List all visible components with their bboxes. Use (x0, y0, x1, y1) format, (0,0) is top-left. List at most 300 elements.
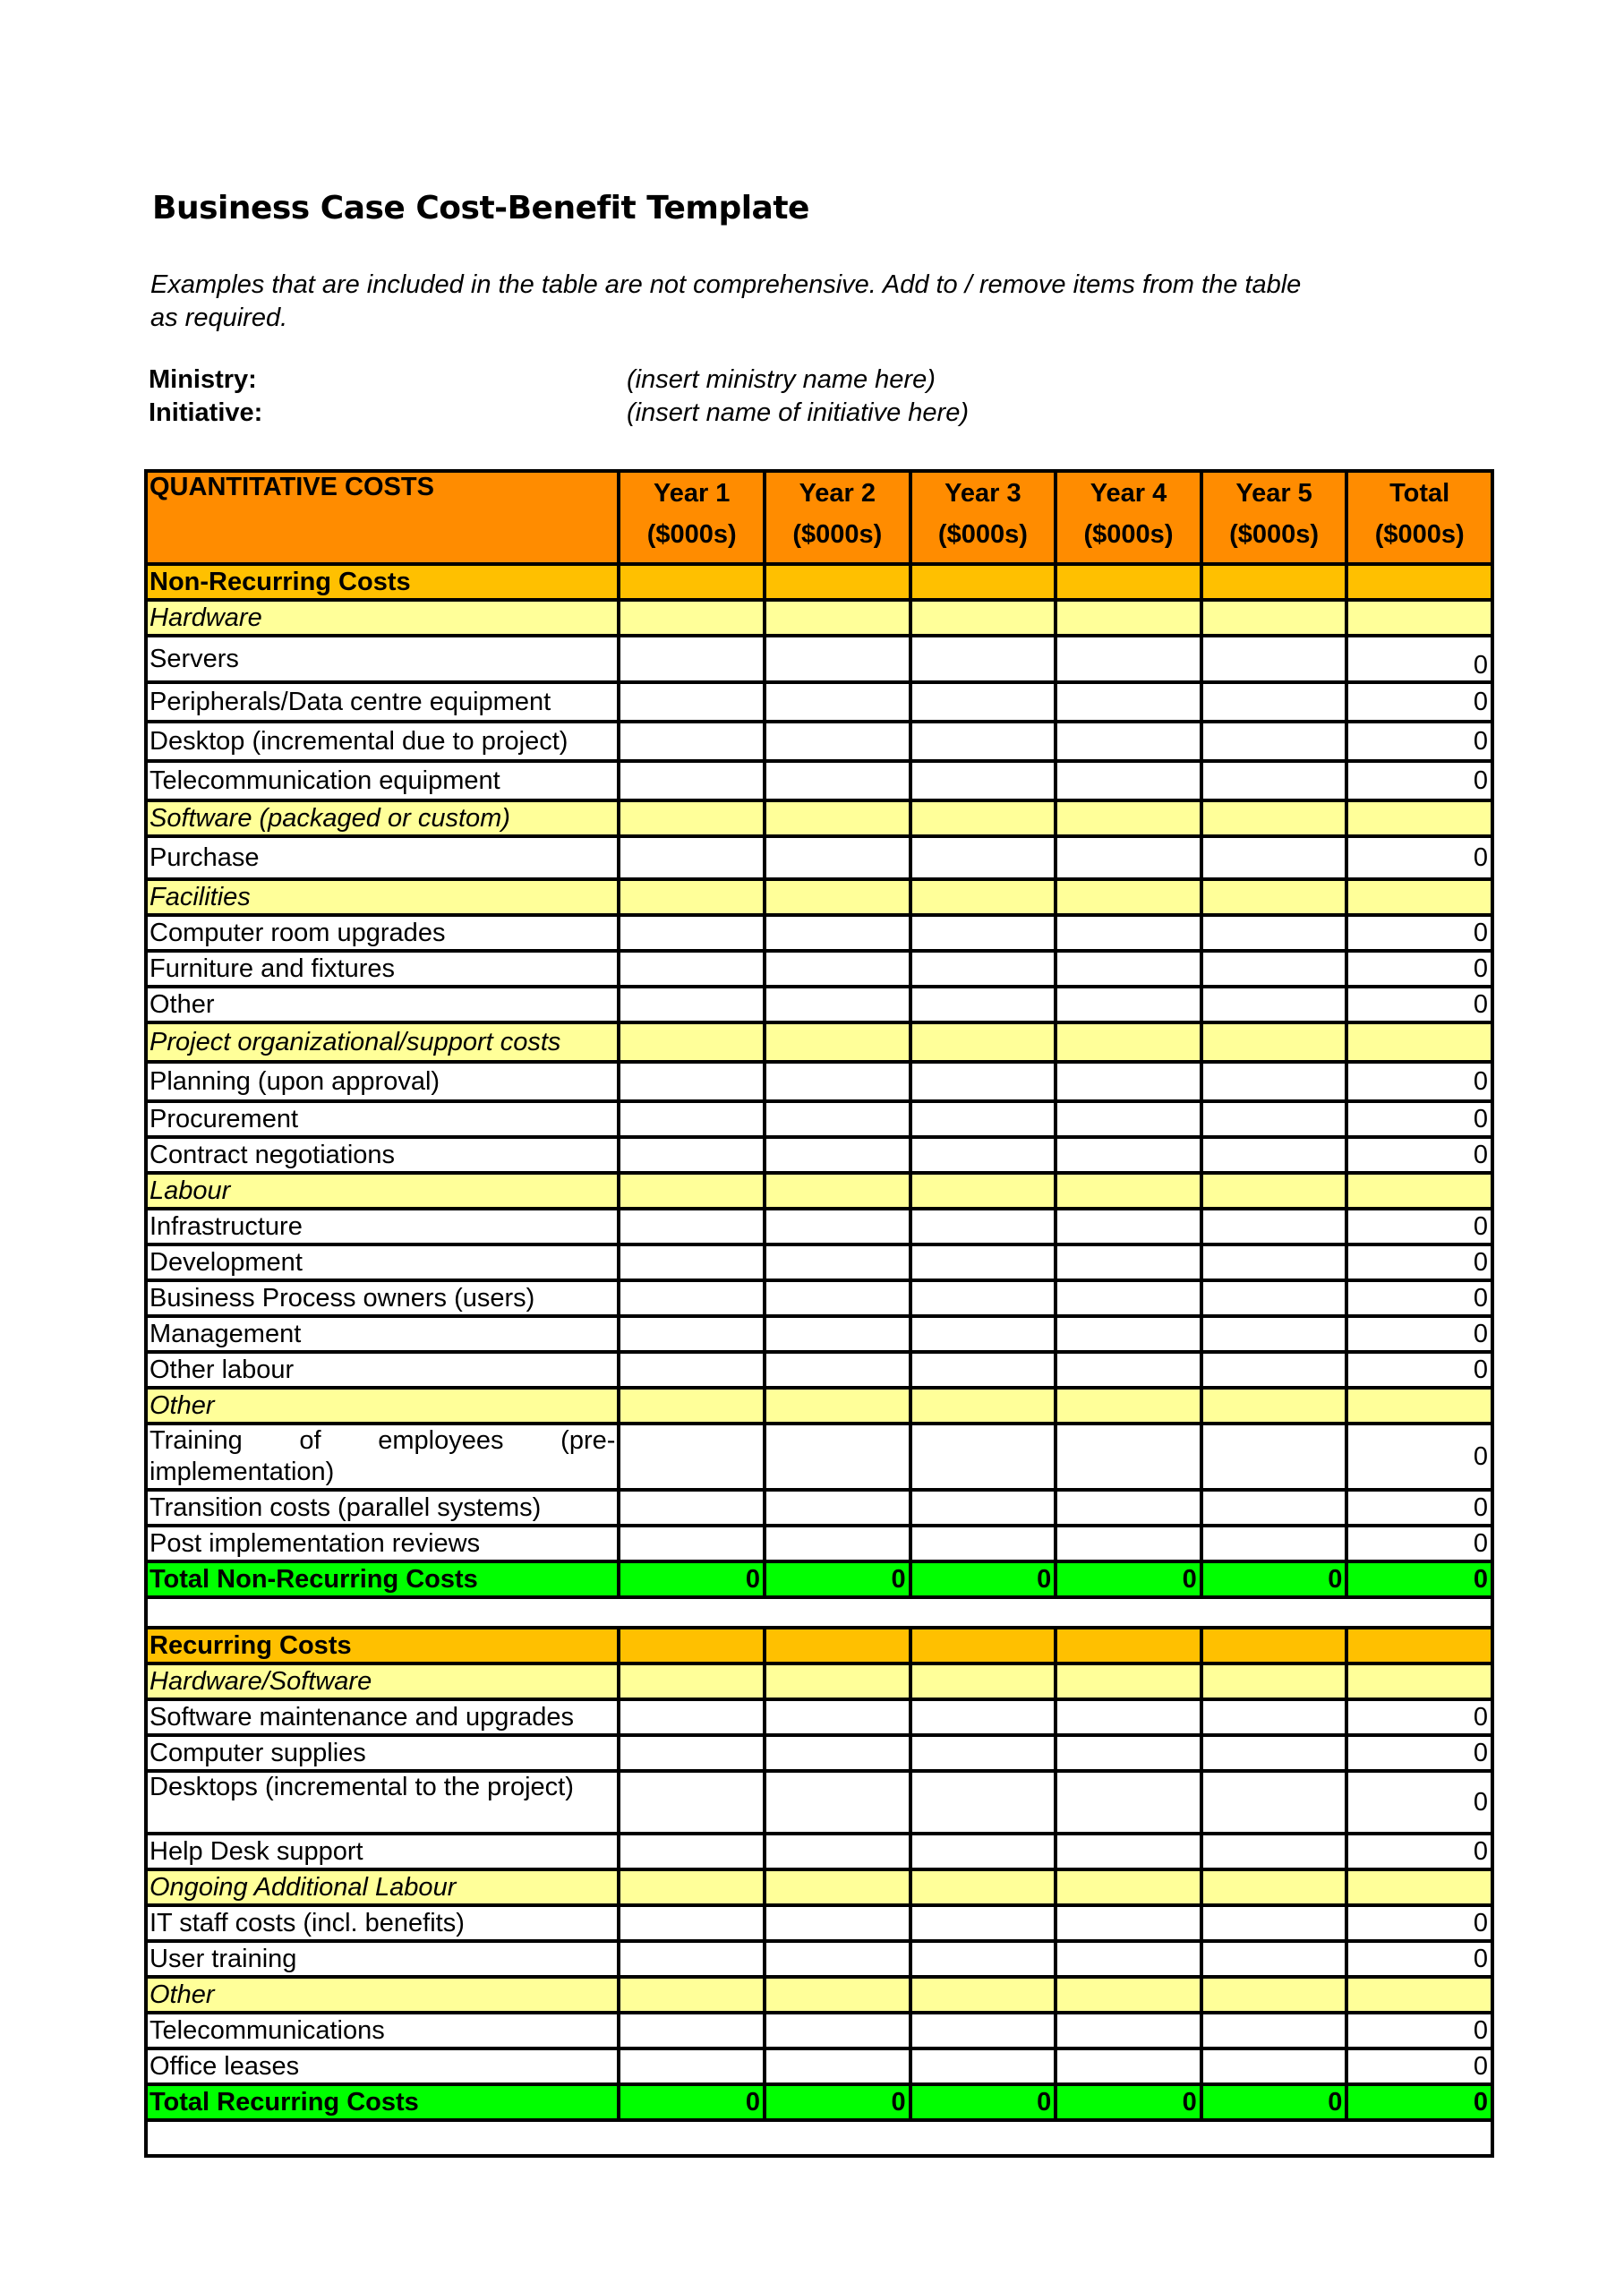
year-1-cell[interactable] (619, 1244, 765, 1280)
year-2-cell[interactable] (765, 1280, 910, 1316)
year-3-cell (910, 1022, 1056, 1062)
year-3-cell[interactable] (910, 951, 1056, 987)
year-5-cell[interactable] (1201, 636, 1347, 682)
year-1-cell[interactable] (619, 2048, 765, 2084)
year-2-cell[interactable] (765, 951, 910, 987)
year-3-cell[interactable] (910, 1424, 1056, 1490)
row-label[interactable]: Management (146, 1316, 619, 1352)
row-label[interactable]: Desktops (incremental to the project) (146, 1771, 619, 1834)
row-label[interactable]: Software maintenance and upgrades (146, 1699, 619, 1735)
year-1-cell (619, 1173, 765, 1209)
year-2-cell (765, 1173, 910, 1209)
year-1-cell[interactable] (619, 1699, 765, 1735)
cost-item-row (146, 722, 1492, 761)
header-year-1: Year 1 ($000s) (619, 471, 765, 564)
year-5-cell (1201, 1977, 1347, 2013)
year-4-cell[interactable] (1056, 1834, 1201, 1869)
year-4-cell (1056, 800, 1201, 836)
year-3-cell[interactable] (910, 761, 1056, 800)
year-3-cell[interactable] (910, 1526, 1056, 1561)
subcategory-row (146, 600, 1492, 636)
row-label[interactable]: Computer room upgrades (146, 915, 619, 951)
year-2-cell[interactable] (765, 761, 910, 800)
year-3-cell[interactable] (910, 1280, 1056, 1316)
subcategory-label: Other (146, 1388, 619, 1424)
year-2-cell[interactable] (765, 836, 910, 879)
row-label[interactable]: Development (146, 1244, 619, 1280)
year-2-cell (765, 1977, 910, 2013)
year-4-cell[interactable] (1056, 1490, 1201, 1526)
row-label[interactable]: Purchase (146, 836, 619, 879)
cost-item-row (146, 951, 1492, 987)
year-1-cell[interactable] (619, 1834, 765, 1869)
year-3-cell (910, 1977, 1056, 2013)
row-label[interactable]: Planning (upon approval) (146, 1062, 619, 1101)
year-4-cell[interactable] (1056, 915, 1201, 951)
year-2-cell: 0 (765, 1561, 910, 1597)
year-1-cell[interactable] (619, 987, 765, 1022)
total-cell (1346, 600, 1492, 636)
cost-item-row (146, 1244, 1492, 1280)
year-2-cell[interactable] (765, 1735, 910, 1771)
year-2-cell[interactable] (765, 1941, 910, 1977)
subcategory-label: Ongoing Additional Labour (146, 1869, 619, 1905)
year-4-cell[interactable] (1056, 1316, 1201, 1352)
cost-table (144, 469, 1494, 2158)
year-3-cell[interactable] (910, 1905, 1056, 1941)
year-5-cell[interactable] (1201, 1137, 1347, 1173)
year-3-cell[interactable] (910, 1490, 1056, 1526)
header-year-2: Year 2 ($000s) (765, 471, 910, 564)
year-1-cell[interactable] (619, 836, 765, 879)
year-4-cell[interactable] (1056, 636, 1201, 682)
header-quantitative-costs: QUANTITATIVE COSTS (146, 471, 619, 564)
cost-item-row (146, 1137, 1492, 1173)
year-5-cell[interactable] (1201, 1834, 1347, 1869)
total-cell (1346, 1628, 1492, 1663)
row-label[interactable]: Desktop (incremental due to project) (146, 722, 619, 761)
year-5-cell[interactable] (1201, 761, 1347, 800)
total-cell[interactable]: 0 (1346, 1490, 1492, 1526)
year-4-cell[interactable] (1056, 682, 1201, 722)
total-label: Total Non-Recurring Costs (146, 1561, 619, 1597)
total-cell[interactable]: 0 (1346, 1735, 1492, 1771)
year-4-cell[interactable] (1056, 951, 1201, 987)
year-5-cell[interactable] (1201, 722, 1347, 761)
cost-item-row (146, 836, 1492, 879)
row-label-word: (pre- (560, 1426, 616, 1455)
year-1-cell[interactable] (619, 915, 765, 951)
total-cell (1346, 564, 1492, 600)
year-5-cell[interactable] (1201, 682, 1347, 722)
total-cell[interactable]: 0 (1346, 2048, 1492, 2084)
year-3-cell (910, 879, 1056, 915)
cost-item-row (146, 682, 1492, 722)
year-1-cell[interactable] (619, 1771, 765, 1834)
total-cell[interactable]: 0 (1346, 1424, 1492, 1490)
subcategory-label: Hardware/Software (146, 1663, 619, 1699)
year-3-cell[interactable] (910, 1735, 1056, 1771)
ministry-label: Ministry: (149, 365, 257, 394)
year-2-cell[interactable] (765, 1490, 910, 1526)
row-label[interactable]: Furniture and fixtures (146, 951, 619, 987)
year-4-cell (1056, 1628, 1201, 1663)
year-4-cell[interactable] (1056, 1905, 1201, 1941)
total-cell[interactable]: 0 (1346, 682, 1492, 722)
year-2-cell[interactable] (765, 1834, 910, 1869)
row-label[interactable]: Other (146, 987, 619, 1022)
total-cell[interactable]: 0 (1346, 1352, 1492, 1388)
year-5-cell[interactable] (1201, 987, 1347, 1022)
year-1-cell[interactable] (619, 1209, 765, 1244)
row-label[interactable]: Contract negotiations (146, 1137, 619, 1173)
year-4-cell[interactable] (1056, 1941, 1201, 1977)
year-5-cell[interactable] (1201, 1941, 1347, 1977)
year-3-cell[interactable] (910, 915, 1056, 951)
year-3-cell (910, 1869, 1056, 1905)
total-cell[interactable]: 0 (1346, 836, 1492, 879)
total-cell (1346, 1173, 1492, 1209)
year-4-cell[interactable] (1056, 836, 1201, 879)
subcategory-row (146, 1869, 1492, 1905)
year-1-cell[interactable] (619, 951, 765, 987)
row-label-word: employees (378, 1426, 504, 1455)
year-4-cell[interactable] (1056, 1101, 1201, 1137)
subcategory-row (146, 879, 1492, 915)
year-3-cell[interactable] (910, 1101, 1056, 1137)
year-1-cell (619, 1022, 765, 1062)
row-label[interactable]: Servers (146, 636, 619, 682)
year-1-cell[interactable] (619, 1062, 765, 1101)
section-row (146, 1628, 1492, 1663)
year-4-cell[interactable] (1056, 722, 1201, 761)
year-5-cell[interactable] (1201, 1905, 1347, 1941)
year-2-cell[interactable] (765, 722, 910, 761)
year-5-cell[interactable] (1201, 836, 1347, 879)
year-3-cell[interactable] (910, 1209, 1056, 1244)
year-1-cell[interactable] (619, 761, 765, 800)
subcategory-label: Facilities (146, 879, 619, 915)
year-2-cell[interactable] (765, 1424, 910, 1490)
subcategory-row (146, 1663, 1492, 1699)
year-1-cell[interactable] (619, 1352, 765, 1388)
year-5-cell[interactable] (1201, 1101, 1347, 1137)
row-label[interactable]: Procurement (146, 1101, 619, 1137)
cost-item-row (146, 2013, 1492, 2048)
year-4-cell (1056, 1173, 1201, 1209)
row-label[interactable]: User training (146, 1941, 619, 1977)
total-cell[interactable]: 0 (1346, 2013, 1492, 2048)
year-3-cell (910, 600, 1056, 636)
year-3-cell[interactable] (910, 722, 1056, 761)
year-4-cell[interactable] (1056, 1424, 1201, 1490)
year-2-cell[interactable] (765, 1137, 910, 1173)
row-label[interactable]: Telecommunication equipment (146, 761, 619, 800)
year-3-cell[interactable] (910, 1316, 1056, 1352)
year-4-cell[interactable] (1056, 1062, 1201, 1101)
cost-item-row (146, 1526, 1492, 1561)
cost-item-row (146, 1834, 1492, 1869)
cost-item-row (146, 1062, 1492, 1101)
year-3-cell[interactable] (910, 1062, 1056, 1101)
year-4-cell (1056, 1388, 1201, 1424)
total-cell: 0 (1346, 1561, 1492, 1597)
year-4-cell (1056, 879, 1201, 915)
year-2-cell (765, 1663, 910, 1699)
year-1-cell[interactable] (619, 1941, 765, 1977)
year-3-cell[interactable] (910, 1352, 1056, 1388)
year-5-cell[interactable] (1201, 1735, 1347, 1771)
year-1-cell (619, 1869, 765, 1905)
year-2-cell[interactable] (765, 1316, 910, 1352)
year-2-cell[interactable] (765, 1771, 910, 1834)
section-label: Recurring Costs (146, 1628, 619, 1663)
cost-item-row (146, 1771, 1492, 1834)
year-5-cell[interactable] (1201, 915, 1347, 951)
year-5-cell[interactable] (1201, 1244, 1347, 1280)
year-4-cell[interactable] (1056, 1526, 1201, 1561)
year-2-cell (765, 879, 910, 915)
year-3-cell (910, 1388, 1056, 1424)
year-4-cell[interactable] (1056, 1280, 1201, 1316)
year-4-cell[interactable] (1056, 1699, 1201, 1735)
year-3-cell[interactable] (910, 1771, 1056, 1834)
row-label[interactable]: Other labour (146, 1352, 619, 1388)
year-1-cell[interactable] (619, 1424, 765, 1490)
year-3-cell[interactable] (910, 836, 1056, 879)
row-label[interactable]: Infrastructure (146, 1209, 619, 1244)
year-1-cell (619, 1663, 765, 1699)
year-2-cell (765, 564, 910, 600)
initiative-value-field[interactable]: (insert name of initiative here) (627, 398, 969, 427)
total-cell[interactable]: 0 (1346, 1941, 1492, 1977)
total-cell[interactable]: 0 (1346, 761, 1492, 800)
year-1-cell[interactable] (619, 1526, 765, 1561)
year-4-cell[interactable] (1056, 2048, 1201, 2084)
subcategory-row (146, 1173, 1492, 1209)
year-2-cell[interactable] (765, 1101, 910, 1137)
row-label[interactable]: IT staff costs (incl. benefits) (146, 1905, 619, 1941)
year-2-cell[interactable] (765, 1699, 910, 1735)
year-1-cell[interactable] (619, 722, 765, 761)
year-5-cell: 0 (1201, 1561, 1347, 1597)
total-cell[interactable]: 0 (1346, 1526, 1492, 1561)
total-cell[interactable]: 0 (1346, 915, 1492, 951)
total-cell[interactable]: 0 (1346, 1209, 1492, 1244)
year-5-cell[interactable] (1201, 1352, 1347, 1388)
cost-item-row (146, 1352, 1492, 1388)
year-2-cell (765, 1388, 910, 1424)
total-cell[interactable]: 0 (1346, 1699, 1492, 1735)
row-label[interactable]: Computer supplies (146, 1735, 619, 1771)
header-total: Total ($000s) (1346, 471, 1492, 564)
year-3-cell[interactable] (910, 987, 1056, 1022)
cost-item-row (146, 636, 1492, 682)
total-cell (1346, 1663, 1492, 1699)
total-label: Total Recurring Costs (146, 2084, 619, 2120)
year-4-cell[interactable] (1056, 987, 1201, 1022)
total-cell[interactable]: 0 (1346, 1137, 1492, 1173)
total-cell[interactable]: 0 (1346, 1101, 1492, 1137)
year-2-cell[interactable] (765, 1244, 910, 1280)
year-2-cell (765, 1022, 910, 1062)
cost-item-row (146, 1280, 1492, 1316)
subcategory-label: Software (packaged or custom) (146, 800, 619, 836)
total-cell (1346, 1869, 1492, 1905)
year-4-cell[interactable] (1056, 761, 1201, 800)
year-5-cell (1201, 600, 1347, 636)
year-4-cell[interactable] (1056, 1771, 1201, 1834)
row-label[interactable]: Telecommunications (146, 2013, 619, 2048)
year-5-cell[interactable] (1201, 1490, 1347, 1526)
note-line-1: Examples that are included in the table are not comprehensive. Add to / remove items from the table (150, 270, 1302, 299)
year-5-cell[interactable] (1201, 1699, 1347, 1735)
total-cell[interactable]: 0 (1346, 722, 1492, 761)
year-3-cell[interactable] (910, 1941, 1056, 1977)
year-3-cell[interactable] (910, 2013, 1056, 2048)
year-2-cell[interactable] (765, 1209, 910, 1244)
section-row (146, 564, 1492, 600)
year-5-cell[interactable] (1201, 1209, 1347, 1244)
total-cell[interactable]: 0 (1346, 1280, 1492, 1316)
year-5-cell[interactable] (1201, 1316, 1347, 1352)
subcategory-row (146, 1022, 1492, 1062)
cost-item-row (146, 1101, 1492, 1137)
cost-item-row (146, 1490, 1492, 1526)
year-2-cell[interactable] (765, 2048, 910, 2084)
year-4-cell[interactable] (1056, 2013, 1201, 2048)
year-3-cell[interactable] (910, 1137, 1056, 1173)
year-2-cell (765, 800, 910, 836)
total-cell[interactable]: 0 (1346, 1771, 1492, 1834)
year-1-cell[interactable] (619, 1490, 765, 1526)
total-cell[interactable]: 0 (1346, 1316, 1492, 1352)
year-2-cell[interactable] (765, 1352, 910, 1388)
year-1-cell[interactable] (619, 1280, 765, 1316)
blank-row (146, 2120, 1492, 2156)
year-3-cell[interactable] (910, 1834, 1056, 1869)
total-cell[interactable]: 0 (1346, 951, 1492, 987)
cost-item-row (146, 987, 1492, 1022)
total-cell[interactable]: 0 (1346, 1834, 1492, 1869)
total-cell[interactable]: 0 (1346, 1244, 1492, 1280)
year-4-cell: 0 (1056, 1561, 1201, 1597)
row-label[interactable] (146, 1424, 619, 1490)
year-5-cell (1201, 1628, 1347, 1663)
year-2-cell: 0 (765, 2084, 910, 2120)
year-4-cell[interactable] (1056, 1244, 1201, 1280)
year-5-cell[interactable] (1201, 2048, 1347, 2084)
year-3-cell[interactable] (910, 2048, 1056, 2084)
year-4-cell[interactable] (1056, 1137, 1201, 1173)
row-label-word: of (299, 1426, 321, 1455)
total-cell (1346, 800, 1492, 836)
total-cell[interactable]: 0 (1346, 1062, 1492, 1101)
year-2-cell[interactable] (765, 636, 910, 682)
subcategory-label: Labour (146, 1173, 619, 1209)
row-label[interactable]: Business Process owners (users) (146, 1280, 619, 1316)
year-4-cell[interactable] (1056, 1352, 1201, 1388)
subcategory-label: Project organizational/support costs (146, 1022, 619, 1062)
year-1-cell[interactable] (619, 1905, 765, 1941)
year-2-cell[interactable] (765, 1062, 910, 1101)
year-4-cell[interactable] (1056, 1209, 1201, 1244)
row-label[interactable]: Office leases (146, 2048, 619, 2084)
total-cell[interactable]: 0 (1346, 636, 1492, 682)
year-4-cell (1056, 1022, 1201, 1062)
note-line-2: as required. (150, 304, 288, 332)
year-2-cell (765, 1869, 910, 1905)
header-year-4: Year 4 ($000s) (1056, 471, 1201, 564)
year-4-cell: 0 (1056, 2084, 1201, 2120)
row-label[interactable]: Peripherals/Data centre equipment (146, 682, 619, 722)
year-1-cell[interactable] (619, 636, 765, 682)
year-3-cell[interactable] (910, 682, 1056, 722)
row-label[interactable]: Post implementation reviews (146, 1526, 619, 1561)
row-label[interactable]: Help Desk support (146, 1834, 619, 1869)
year-5-cell[interactable] (1201, 1424, 1347, 1490)
year-5-cell[interactable] (1201, 1526, 1347, 1561)
total-cell[interactable]: 0 (1346, 987, 1492, 1022)
year-3-cell (910, 1663, 1056, 1699)
year-5-cell[interactable] (1201, 951, 1347, 987)
year-1-cell (619, 564, 765, 600)
year-5-cell[interactable] (1201, 1062, 1347, 1101)
header-year-5: Year 5 ($000s) (1201, 471, 1347, 564)
year-1-cell[interactable] (619, 682, 765, 722)
year-5-cell[interactable] (1201, 1280, 1347, 1316)
row-label[interactable]: Transition costs (parallel systems) (146, 1490, 619, 1526)
total-cell (1346, 1022, 1492, 1062)
year-2-cell[interactable] (765, 682, 910, 722)
year-1-cell[interactable] (619, 1101, 765, 1137)
cost-item-row (146, 1905, 1492, 1941)
year-5-cell (1201, 800, 1347, 836)
year-1-cell[interactable] (619, 1137, 765, 1173)
row-label-continued: implementation) (150, 1458, 335, 1486)
ministry-value-field[interactable]: (insert ministry name here) (627, 365, 936, 394)
subcategory-label: Other (146, 1977, 619, 2013)
year-3-cell: 0 (910, 1561, 1056, 1597)
year-2-cell[interactable] (765, 1905, 910, 1941)
blank-cell (146, 1597, 1492, 1628)
year-5-cell[interactable] (1201, 2013, 1347, 2048)
year-1-cell[interactable] (619, 1316, 765, 1352)
year-1-cell[interactable] (619, 1735, 765, 1771)
year-4-cell[interactable] (1056, 1735, 1201, 1771)
total-cell[interactable]: 0 (1346, 1905, 1492, 1941)
year-1-cell[interactable] (619, 2013, 765, 2048)
header-year-3: Year 3 ($000s) (910, 471, 1056, 564)
year-2-cell[interactable] (765, 915, 910, 951)
year-1-cell (619, 800, 765, 836)
cost-item-row (146, 1735, 1492, 1771)
year-3-cell[interactable] (910, 1699, 1056, 1735)
year-5-cell (1201, 879, 1347, 915)
year-1-cell: 0 (619, 2084, 765, 2120)
year-2-cell[interactable] (765, 2013, 910, 2048)
year-2-cell[interactable] (765, 1526, 910, 1561)
year-3-cell[interactable] (910, 1244, 1056, 1280)
row-label-word: Training (150, 1426, 243, 1455)
year-5-cell (1201, 1388, 1347, 1424)
year-3-cell (910, 1173, 1056, 1209)
year-3-cell[interactable] (910, 636, 1056, 682)
year-5-cell[interactable] (1201, 1771, 1347, 1834)
subcategory-label: Hardware (146, 600, 619, 636)
total-cell (1346, 1977, 1492, 2013)
year-2-cell[interactable] (765, 987, 910, 1022)
